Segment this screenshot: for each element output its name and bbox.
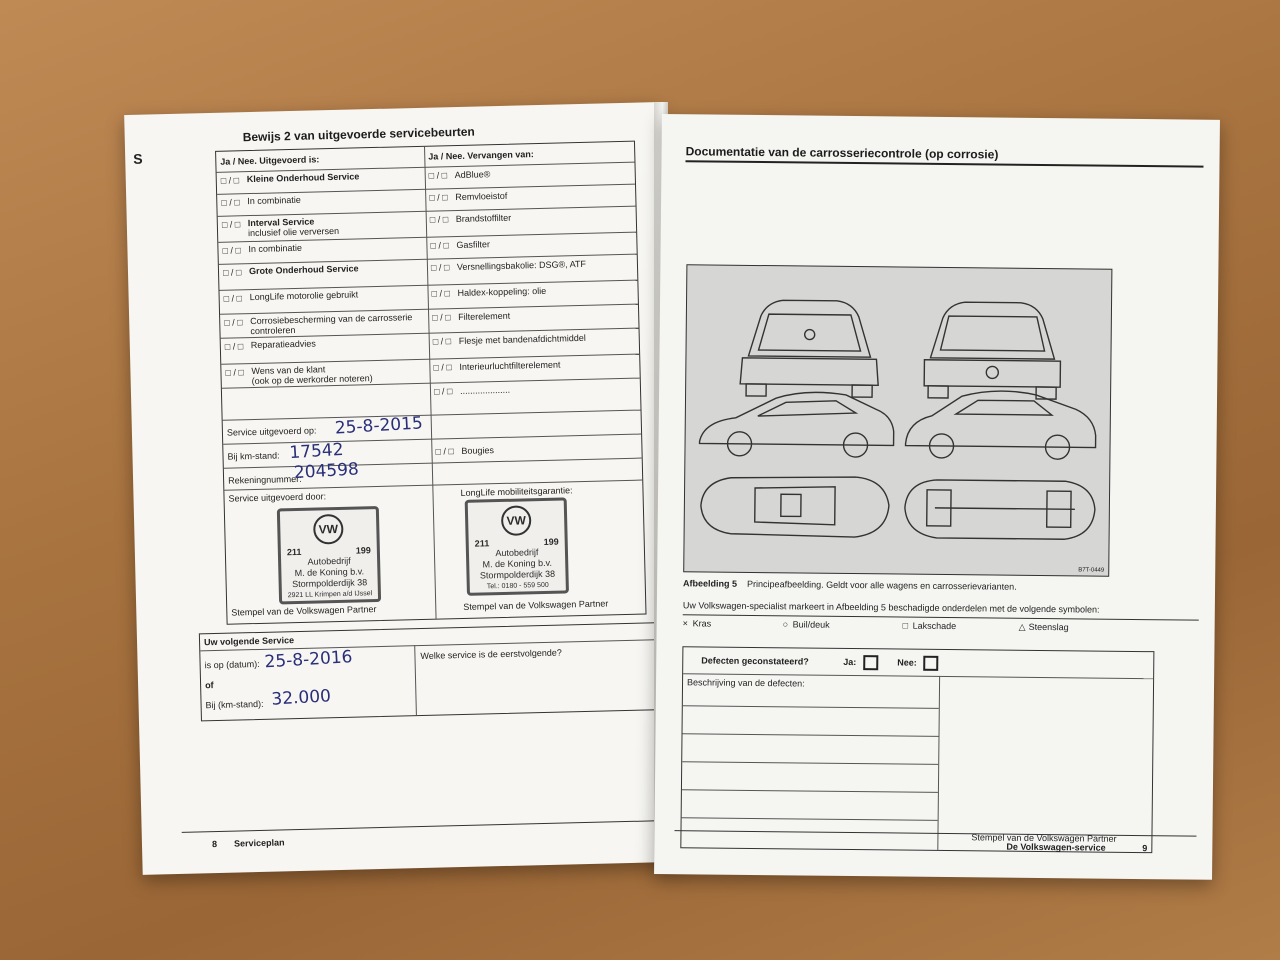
stamp-number-left: 211 [286,546,302,558]
left-page [124,102,678,875]
description-line [682,817,938,821]
longlife-label: LongLife mobiliteitsgarantie: [460,485,573,498]
yes-label: Ja: [843,656,857,668]
next-date-value: 25-8-2016 [264,647,354,673]
figure-code: B7T-0449 [1078,567,1105,574]
yes-no-checkbox[interactable]: □ / □ [224,341,244,352]
symbol-glyph: □ [902,620,909,631]
symbol-glyph: △ [1018,621,1026,632]
stamp-line: Stormpolderdijk 38 [479,568,556,581]
service-item-label: Interval Service [247,216,315,229]
replacement-item-label: Flesje met bandenafdichtmiddel [458,332,586,346]
km-value: 17542 [288,439,345,464]
yes-no-checkbox[interactable]: □ / □ [429,192,448,203]
title-rule [685,160,1203,167]
service-item-label: Wens van de klant [251,364,326,377]
defects-divider [937,676,940,850]
replacement-item-label: Brandstoffilter [455,212,512,225]
service-date-value: 25-8-2015 [334,413,424,439]
stamp-caption-1: Stempel van de Volkswagen Partner [231,604,377,618]
yes-no-checkbox[interactable]: □ / □ [225,367,244,378]
replacement-item-label: Remvloeistof [455,190,508,203]
next-km-label: Bij (km-stand): [205,698,264,711]
col2-header: Ja / Nee. Vervangen van: [428,149,534,162]
service-item-label: Grote Onderhoud Service [248,263,359,277]
stamp-number-right: 199 [543,536,559,547]
symbol-label: Buil/deuk [792,619,830,630]
symbol-label: Steenslag [1028,621,1069,633]
top-view [701,475,890,537]
car-outlines-svg [684,265,1111,575]
service-date-label: Service uitgevoerd op: [226,425,317,438]
side-view-right [905,390,1096,460]
stamp-line: Autobedrijf [495,547,539,559]
description-line [683,705,939,709]
yes-no-checkbox[interactable]: □ / □ [435,446,454,457]
yes-no-checkbox[interactable]: □ / □ [433,386,453,397]
service-item-sublabel: (ook op de werkorder noteren) [251,373,373,387]
car-diagram [683,264,1112,576]
yes-no-checkbox[interactable]: □ / □ [223,293,243,304]
symbol-glyph: × [682,618,688,629]
yes-no-checkbox[interactable]: □ / □ [224,317,243,328]
replacement-item-label: Versnellingsbakolie: DSG®, ATF [456,258,587,273]
rear-view [740,300,879,397]
yes-no-checkbox[interactable]: □ / □ [432,336,452,347]
stamp-caption: Stempel van de Volkswagen Partner [971,832,1117,844]
yes-no-checkbox[interactable]: □ / □ [428,170,448,181]
replacement-item-label: Gasfilter [456,239,491,251]
or-label: of [204,680,214,691]
symbol-glyph: ○ [782,619,789,630]
replacement-item-label: Bougies [461,445,495,456]
side-view-left [699,391,894,457]
yes-no-checkbox[interactable]: □ / □ [431,288,451,299]
yes-no-checkbox[interactable]: □ / □ [432,312,451,323]
invoice-value: 204598 [293,459,360,484]
yes-no-checkbox[interactable]: □ / □ [220,175,240,186]
service-record-table [215,141,646,625]
stamp-area [224,480,645,624]
service-item-label: Reparatieadvies [250,338,316,351]
km-label: Bij km-stand: [227,450,280,462]
service-item-sublabel: controleren [250,324,296,337]
yes-no-checkbox[interactable]: □ / □ [430,262,450,273]
vw-logo-icon: VW [313,514,344,545]
figure-caption: Principeafbeelding. Geldt voor alle wagens en carrosserievarianten. [747,578,1017,592]
no-checkbox[interactable] [923,656,938,671]
stamp-number-right: 199 [355,545,371,556]
service-item-label: In combinatie [248,242,303,255]
footer-title: De Volkswagen-service [1006,841,1106,853]
defects-label: Defecten geconstateerd? [701,655,809,667]
stamp-line: Stormpolderdijk 38 [292,577,368,590]
page-title: Documentatie van de carrosseriecontrole (op corrosie) [685,144,999,162]
service-item-sublabel: inclusief olie verversen [247,225,340,239]
replacement-item-label: .................... [459,384,511,396]
yes-no-checkbox[interactable]: □ / □ [222,267,242,278]
defects-table [680,646,1154,853]
replacement-item-label: AdBlue® [454,169,491,181]
no-label: Nee: [897,657,917,668]
dealer-stamp-2 [465,497,569,595]
dealer-stamp-1 [277,506,381,604]
replacement-item-label: Interieurluchtfilterelement [459,359,561,372]
stamp-caption-2: Stempel van de Volkswagen Partner [463,598,609,612]
replacement-item-label: Haldex-koppeling: olie [457,285,547,299]
description-line [682,761,938,765]
yes-checkbox[interactable] [863,655,878,670]
page-number: 9 [1142,843,1148,854]
yes-no-checkbox[interactable]: □ / □ [429,214,449,225]
footer-title: Serviceplan [233,837,285,849]
next-service-question: Welke service is de eerstvolgende? [420,647,562,662]
replacement-item-label: Filterelement [458,310,511,322]
next-service-divider [414,645,417,715]
description-label: Beschrijving van de defecten: [686,677,805,689]
next-km-value: 32.000 [270,686,332,710]
service-booklet [118,92,1228,872]
invoice-label: Rekeningnummer: [228,473,302,486]
next-service-header [200,623,656,651]
stamp-line: Tel.: 0180 - 559 500 [486,581,549,591]
right-page [654,114,1220,880]
yes-no-checkbox[interactable]: □ / □ [433,362,452,373]
description-line [683,733,939,737]
service-item-label: In combinatie [247,194,301,207]
performed-by-label: Service uitgevoerd door: [228,491,327,504]
left-edge-mark: S [133,150,143,167]
stamp-line: 2921 LL Krimpen a/d IJssel [287,590,373,600]
yes-no-checkbox[interactable]: □ / □ [221,219,241,230]
service-item-label: LongLife motorolie gebruikt [249,289,359,303]
next-service-title: Uw volgende Service [203,635,295,648]
stamp-number-left: 211 [474,538,490,549]
yes-no-checkbox[interactable]: □ / □ [222,245,241,256]
description-line [682,789,938,793]
yes-no-checkbox[interactable]: □ / □ [430,240,449,251]
stamp-line: M. de Koning b.v. [482,557,553,570]
service-item-label: Kleine Onderhoud Service [246,171,360,185]
page-number: 8 [211,839,218,850]
page-title: Bewijs 2 van uitgevoerde servicebeurten [242,124,475,145]
vw-logo-icon: VW [501,505,532,536]
defects-header [683,647,1153,679]
footer-rule [182,820,658,833]
col1-header: Ja / Nee. Uitgevoerd is: [220,154,320,167]
figure-caption-label: Afbeelding 5 [683,578,738,589]
next-service-box [199,622,659,721]
yes-no-checkbox[interactable]: □ / □ [221,197,240,208]
symbol-label: Kras [692,618,712,629]
symbol-label: Lakschade [912,620,957,632]
service-item-label: Corrosiebescherming van de carrosserie [250,312,413,327]
stamp-line: Autobedrijf [307,555,351,567]
underbody-view [905,480,1096,540]
front-view [924,302,1061,399]
stamp-line: M. de Koning b.v. [294,566,365,579]
instruction-text: Uw Volkswagen-specialist markeert in Afbeelding 5 beschadigde onderdelen met de volgende symbolen: [682,600,1100,615]
next-date-label: is op (datum): [204,658,260,671]
